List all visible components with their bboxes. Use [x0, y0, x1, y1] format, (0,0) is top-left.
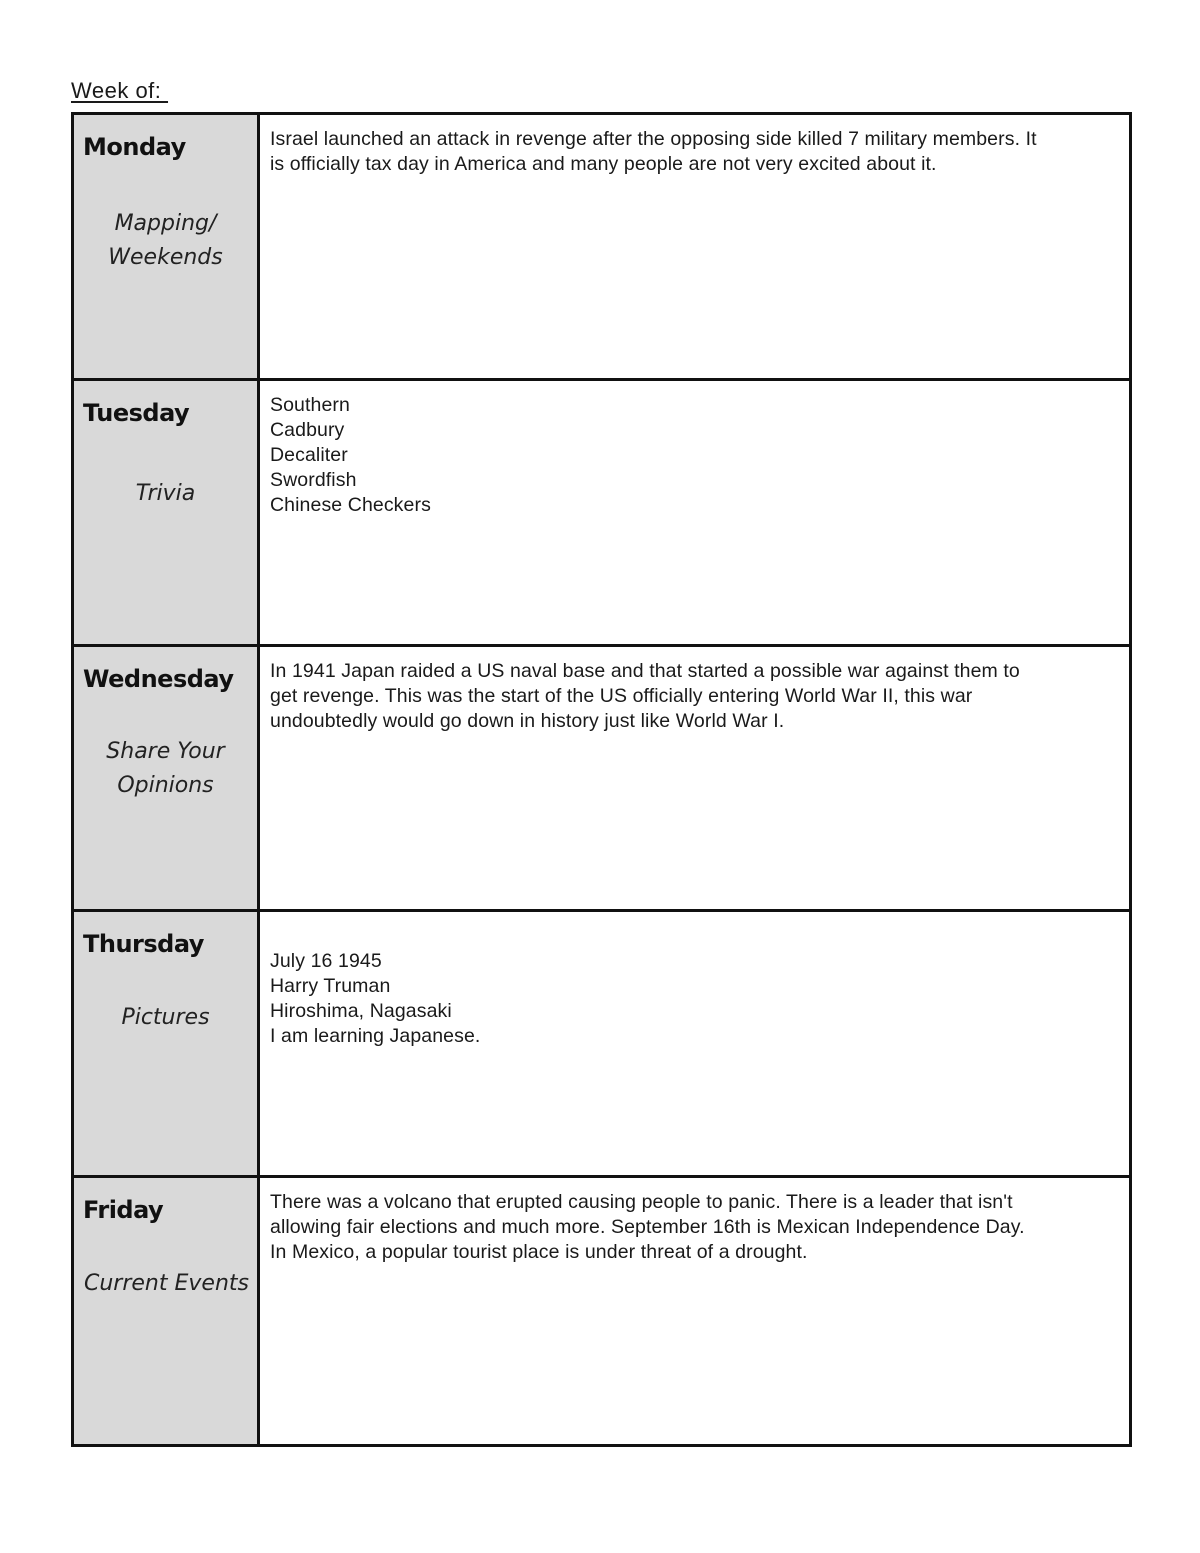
content-line: In Mexico, a popular tourist place is under threat of a drought.: [270, 1241, 808, 1264]
content-line: There was a volcano that erupted causing people to panic. There is a leader that isn't: [270, 1191, 1013, 1214]
day-name: Thursday: [83, 930, 204, 959]
content-line: Cadbury: [270, 418, 345, 441]
day-activity-line: Mapping/: [114, 211, 217, 236]
day-name: Friday: [83, 1196, 164, 1225]
content-line: Israel launched an attack in revenge after the opposing side killed 7 military members. It: [270, 128, 1037, 150]
week-of-heading: Week of:: [71, 78, 169, 103]
day-activity-line: Share Your: [106, 738, 225, 764]
day-name: Monday: [83, 133, 186, 161]
content-line: July 16 1945: [270, 950, 382, 973]
content-line: Hiroshima, Nagasaki: [270, 1000, 452, 1023]
day-content-cell: [260, 381, 1129, 644]
content-line: get revenge. This was the start of the US officially entering World War II, this war: [270, 684, 973, 707]
day-activity: [74, 1001, 257, 1035]
content-line: Swordfish: [270, 468, 357, 491]
day-content-cell: [260, 912, 1129, 1175]
day-label-cell: [74, 912, 260, 1175]
content-line: Harry Truman: [270, 975, 391, 998]
day-row-tuesday: [74, 381, 1129, 647]
day-activity: [74, 477, 257, 511]
content-line: I am learning Japanese.: [270, 1025, 481, 1048]
day-row-thursday: [74, 912, 1129, 1178]
content-line: undoubtedly would go down in history just like World War I.: [270, 709, 785, 732]
weekly-schedule-table: [71, 112, 1132, 1447]
day-row-wednesday: [74, 647, 1129, 913]
day-name: Tuesday: [83, 398, 190, 427]
content-line: Chinese Checkers: [270, 493, 431, 516]
day-activity-line: Opinions: [117, 772, 214, 798]
day-activity: [74, 1267, 257, 1301]
content-line: Decaliter: [270, 443, 348, 466]
day-row-friday: [74, 1178, 1129, 1444]
day-activity-line: Current Events: [84, 1271, 249, 1297]
content-line: Southern: [270, 393, 350, 416]
day-activity: [74, 207, 257, 275]
day-name: Wednesday: [83, 664, 234, 693]
day-content-cell: [260, 647, 1129, 910]
day-label-cell: [74, 647, 260, 910]
day-content-cell: [260, 1178, 1129, 1444]
day-activity-line: Weekends: [108, 245, 223, 270]
day-label-cell: [74, 115, 260, 378]
day-content-cell: [260, 115, 1129, 378]
day-activity: [74, 735, 257, 803]
day-label-cell: [74, 381, 260, 644]
content-line: In 1941 Japan raided a US naval base and that started a possible war against them to: [270, 659, 1020, 682]
content-line: is officially tax day in America and many people are not very excited about it.: [270, 153, 937, 175]
content-line: allowing fair elections and much more. September 16th is Mexican Independence Day.: [270, 1216, 1025, 1239]
day-activity-line: Pictures: [121, 1005, 210, 1031]
day-activity-line: Trivia: [135, 480, 196, 506]
day-row-monday: [74, 115, 1129, 381]
day-label-cell: [74, 1178, 260, 1444]
